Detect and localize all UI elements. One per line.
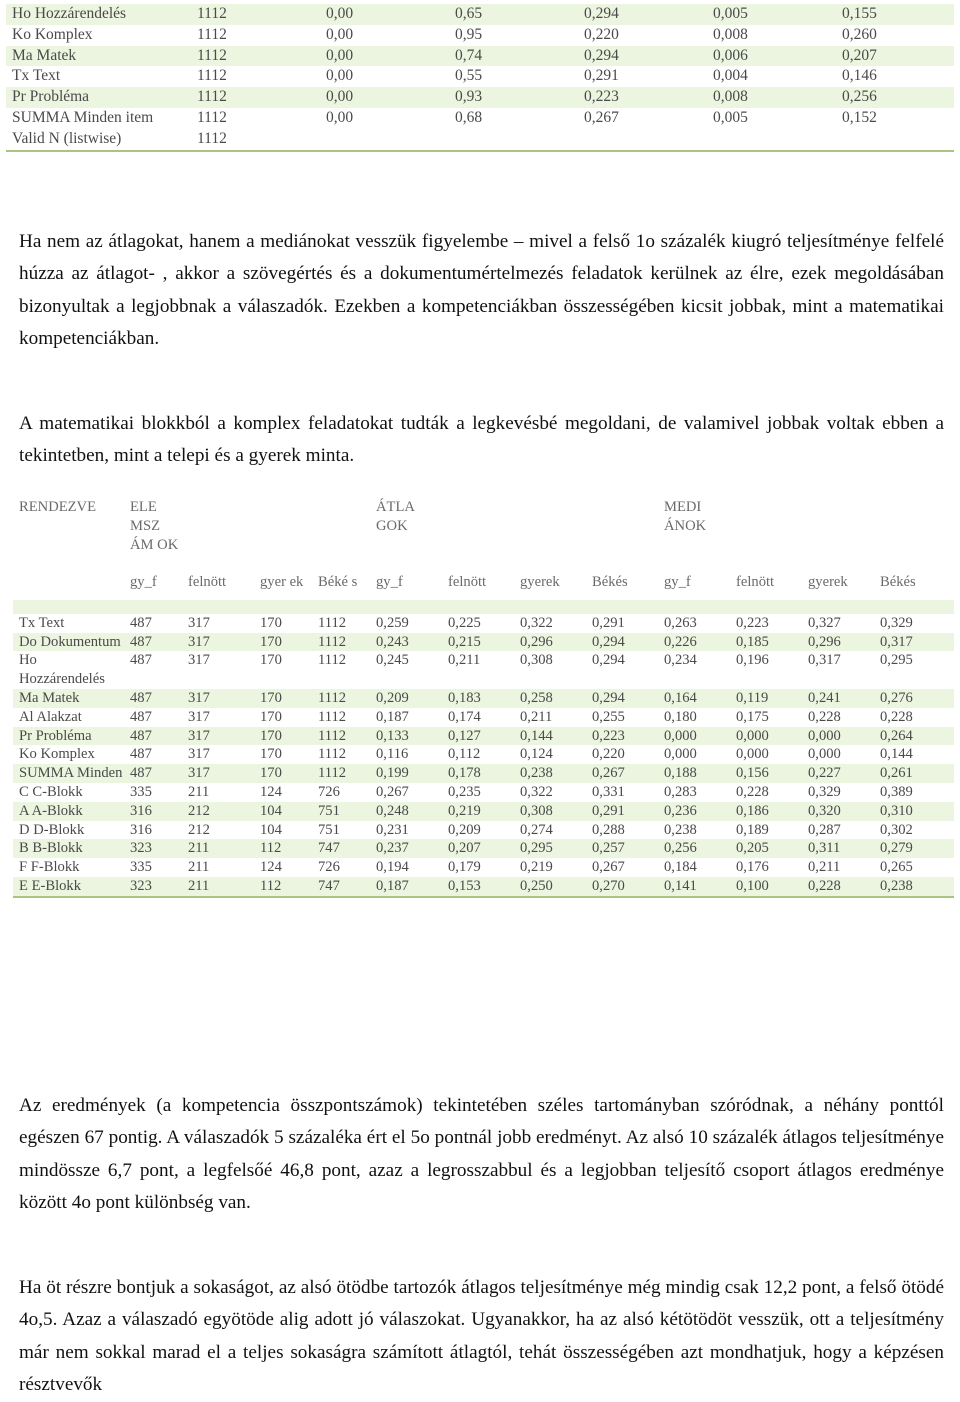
stats-row [6, 46, 954, 67]
cell-value: 0,225 [442, 614, 514, 633]
cell-value: 0,258 [514, 689, 586, 708]
result-row [13, 745, 954, 764]
cell-value: 0,127 [442, 727, 514, 746]
cell-value: 0,146 [830, 66, 954, 87]
cell-value [314, 129, 443, 151]
row-label: Do Dokumentum [13, 633, 124, 652]
cell-value: 0,185 [730, 633, 802, 652]
cell-value: 1112 [185, 25, 314, 46]
cell-value: 0,74 [443, 46, 572, 67]
cell-value: 0,141 [658, 877, 730, 897]
cell-value: 0,238 [874, 877, 954, 897]
cell-value: 0,279 [874, 839, 954, 858]
cell-value: 170 [254, 708, 312, 727]
cell-value: 0,000 [658, 727, 730, 746]
cell-value: 0,00 [314, 4, 443, 25]
result-row [13, 839, 954, 858]
cell-value: 0,186 [730, 802, 802, 821]
cell-value: 0,184 [658, 858, 730, 877]
cell-value: 0,211 [442, 651, 514, 689]
cell-value: 317 [182, 764, 254, 783]
cell-value: 0,215 [442, 633, 514, 652]
cell-value: 0,008 [701, 25, 830, 46]
cell-value: 212 [182, 821, 254, 840]
cell-value: 0,294 [586, 633, 658, 652]
cell-value: 0,179 [442, 858, 514, 877]
sub-header-cell: felnött [182, 573, 254, 600]
cell-value: 0,228 [874, 708, 954, 727]
cell-value: 0,156 [730, 764, 802, 783]
sub-header-row [13, 573, 954, 600]
row-label: Pr Probléma [6, 87, 185, 108]
cell-value: 0,112 [442, 745, 514, 764]
cell-value: 487 [124, 764, 182, 783]
sub-header-cell: felnött [442, 573, 514, 600]
row-label: Ko Komplex [6, 25, 185, 46]
sub-header-cell: Békés [874, 573, 954, 600]
sub-header-cell: gy_f [370, 573, 442, 600]
cell-value: 0,267 [586, 764, 658, 783]
cell-value: 0,178 [442, 764, 514, 783]
cell-value: 170 [254, 633, 312, 652]
cell-value: 0,331 [586, 783, 658, 802]
cell-value [830, 129, 954, 151]
cell-value: 0,000 [730, 745, 802, 764]
cell-value: 0,000 [730, 727, 802, 746]
cell-value: 0,238 [514, 764, 586, 783]
group-header-row [13, 492, 954, 573]
header-rendezve: RENDEZVE [13, 492, 124, 573]
cell-value: 0,004 [701, 66, 830, 87]
cell-value: 335 [124, 783, 182, 802]
cell-value: 0,237 [370, 839, 442, 858]
cell-value: 170 [254, 689, 312, 708]
cell-value: 0,257 [586, 839, 658, 858]
row-label: Ko Komplex [13, 745, 124, 764]
cell-value: 0,211 [514, 708, 586, 727]
stats-row [6, 66, 954, 87]
cell-value: 1112 [312, 727, 370, 746]
row-label: Ma Matek [6, 46, 185, 67]
cell-value: 0,55 [443, 66, 572, 87]
cell-value: 0,243 [370, 633, 442, 652]
cell-value: 0,00 [314, 25, 443, 46]
sub-header-cell: gyerek [802, 573, 874, 600]
cell-value: 0,238 [658, 821, 730, 840]
stats-row [6, 129, 954, 151]
cell-value: 0,295 [874, 651, 954, 689]
cell-value: 0,261 [874, 764, 954, 783]
cell-value: 0,219 [514, 858, 586, 877]
cell-value: 0,65 [443, 4, 572, 25]
cell-value: 0,228 [802, 877, 874, 897]
cell-value: 0,291 [586, 802, 658, 821]
row-label: Tx Text [13, 614, 124, 633]
cell-value: 323 [124, 877, 182, 897]
cell-value: 335 [124, 858, 182, 877]
header-atlagok: ÁTLA GOK [370, 492, 442, 573]
cell-value: 0,00 [314, 108, 443, 129]
cell-value: 487 [124, 614, 182, 633]
cell-value: 1112 [185, 108, 314, 129]
cell-value: 0,228 [802, 708, 874, 727]
result-row [13, 651, 954, 689]
cell-value: 0,188 [658, 764, 730, 783]
cell-value: 0,119 [730, 689, 802, 708]
cell-value: 1112 [312, 764, 370, 783]
header-medianok: MEDI ÁNOK [658, 492, 730, 573]
cell-value: 0,183 [442, 689, 514, 708]
cell-value: 0,291 [586, 614, 658, 633]
cell-value: 1112 [185, 129, 314, 151]
cell-value: 0,234 [658, 651, 730, 689]
cell-value: 1112 [185, 46, 314, 67]
cell-value: 747 [312, 877, 370, 897]
cell-value: 0,317 [802, 651, 874, 689]
cell-value: 1112 [312, 745, 370, 764]
cell-value: 0,291 [572, 66, 701, 87]
cell-value: 0,288 [586, 821, 658, 840]
cell-value: 0,270 [586, 877, 658, 897]
cell-value: 0,155 [830, 4, 954, 25]
cell-value: 323 [124, 839, 182, 858]
row-label: D D-Blokk [13, 821, 124, 840]
cell-value: 104 [254, 821, 312, 840]
sub-header-cell: gy_f [124, 573, 182, 600]
cell-value: 170 [254, 764, 312, 783]
cell-value: 0,302 [874, 821, 954, 840]
cell-value: 317 [182, 633, 254, 652]
cell-value: 317 [182, 651, 254, 689]
stats-row [6, 4, 954, 25]
cell-value: 0,223 [730, 614, 802, 633]
cell-value: 747 [312, 839, 370, 858]
paragraph-results-range: Az eredmények (a kompetencia összpontszámok) tekintetében széles tartományban szóródnak, a néhány ponttól egészen 67 pontig. A válaszadók 5 százaléka ért el 5o pontnál jobb eredményt. Az alsó 10 százalék átlagos teljesítménye mindössze 6,7 pont, a legfelsőé 46,8 pont, azaz a legrosszabbul és a legjobban teljesítő csoport átlagos eredménye között 4o pont különbség van. [19, 1095, 944, 1214]
cell-value: 0,265 [874, 858, 954, 877]
cell-value: 0,008 [701, 87, 830, 108]
cell-value: 0,311 [802, 839, 874, 858]
cell-value: 0,175 [730, 708, 802, 727]
cell-value: 0,144 [514, 727, 586, 746]
result-row [13, 877, 954, 897]
result-row [13, 858, 954, 877]
cell-value: 0,68 [443, 108, 572, 129]
cell-value: 0,176 [730, 858, 802, 877]
cell-value: 316 [124, 821, 182, 840]
cell-value: 0,256 [658, 839, 730, 858]
cell-value: 0,310 [874, 802, 954, 821]
cell-value: 0,235 [442, 783, 514, 802]
result-row [13, 727, 954, 746]
cell-value: 487 [124, 689, 182, 708]
cell-value: 211 [182, 783, 254, 802]
cell-value: 0,294 [572, 46, 701, 67]
cell-value: 0,294 [586, 651, 658, 689]
sub-header-cell [13, 573, 124, 600]
row-label: Ho Hozzárendelés [6, 4, 185, 25]
cell-value: 0,263 [658, 614, 730, 633]
cell-value: 0,207 [442, 839, 514, 858]
cell-value: 0,000 [802, 727, 874, 746]
cell-value: 0,228 [730, 783, 802, 802]
cell-value: 0,144 [874, 745, 954, 764]
cell-value: 487 [124, 633, 182, 652]
row-label: E E-Blokk [13, 877, 124, 897]
cell-value: 0,389 [874, 783, 954, 802]
cell-value: 211 [182, 839, 254, 858]
cell-value: 0,164 [658, 689, 730, 708]
cell-value: 211 [182, 858, 254, 877]
cell-value: 170 [254, 745, 312, 764]
sub-header-cell: gyerek [514, 573, 586, 600]
paragraph-medians: Ha nem az átlagokat, hanem a mediánokat vesszük figyelembe – mivel a felső 1o százalék kiugró teljesítménye felfelé húzza az átlagot- , akkor a szövegértés és a dokumentumértelmezés feladatok kerülnek az élre, ezek megoldásában bizonyultak a legjobbnak a válaszadók. Ezekben a kompetenciákban összességében kicsit jobbak, mint a matematikai kompetenciákban. [19, 231, 944, 350]
cell-value: 0,211 [802, 858, 874, 877]
cell-value: 0,295 [514, 839, 586, 858]
cell-value: 0,322 [514, 783, 586, 802]
sub-header-cell: Békés [586, 573, 658, 600]
cell-value: 0,250 [514, 877, 586, 897]
cell-value: 0,116 [370, 745, 442, 764]
descriptive-stats-body [6, 4, 954, 151]
cell-value: 0,219 [442, 802, 514, 821]
cell-value: 0,320 [802, 802, 874, 821]
row-label: SUMMA Minden item [6, 108, 185, 129]
stats-row [6, 87, 954, 108]
cell-value: 0,255 [586, 708, 658, 727]
row-label: Tx Text [6, 66, 185, 87]
cell-value: 0,93 [443, 87, 572, 108]
row-label: F F-Blokk [13, 858, 124, 877]
result-row [13, 802, 954, 821]
cell-value: 316 [124, 802, 182, 821]
cell-value [443, 129, 572, 151]
cell-value: 0,189 [730, 821, 802, 840]
sub-header-cell: gy_f [658, 573, 730, 600]
cell-value: 0,308 [514, 651, 586, 689]
cell-value: 124 [254, 783, 312, 802]
paragraph-math-block: A matematikai blokkból a komplex feladatokat tudták a legkevésbé megoldani, de valamivel jobbak voltak ebben a tekintetben, mint a telepi és a gyerek minta. [19, 413, 944, 467]
cell-value: 1112 [312, 689, 370, 708]
cell-value: 0,317 [874, 633, 954, 652]
sub-header-cell: Béké s [312, 573, 370, 600]
cell-value: 1112 [312, 614, 370, 633]
cell-value: 1112 [312, 708, 370, 727]
cell-value: 726 [312, 783, 370, 802]
cell-value: 751 [312, 821, 370, 840]
cell-value: 0,006 [701, 46, 830, 67]
cell-value: 211 [182, 877, 254, 897]
cell-value: 1112 [312, 651, 370, 689]
cell-value: 317 [182, 727, 254, 746]
cell-value: 0,209 [442, 821, 514, 840]
sub-header-cell: felnött [730, 573, 802, 600]
cell-value: 0,174 [442, 708, 514, 727]
cell-value: 0,00 [314, 87, 443, 108]
cell-value: 0,180 [658, 708, 730, 727]
cell-value [572, 129, 701, 151]
row-label: B B-Blokk [13, 839, 124, 858]
cell-value: 0,308 [514, 802, 586, 821]
cell-value: 124 [254, 858, 312, 877]
cell-value: 1112 [185, 66, 314, 87]
cell-value: 0,264 [874, 727, 954, 746]
cell-value: 0,259 [370, 614, 442, 633]
cell-value: 317 [182, 689, 254, 708]
cell-value: 0,223 [572, 87, 701, 108]
cell-value: 0,245 [370, 651, 442, 689]
cell-value: 317 [182, 708, 254, 727]
results-body [13, 614, 954, 897]
row-label: Pr Probléma [13, 727, 124, 746]
cell-value: 112 [254, 839, 312, 858]
cell-value: 751 [312, 802, 370, 821]
paragraph-quintiles: Ha öt részre bontjuk a sokaságot, az alsó ötödbe tartozók átlagos teljesítménye még mindig csak 12,2 pont, a felső ötödé 4o,5. Azaz a válaszadó egyötöde alig adott jó válaszokat. Ugyanakkor, ha az alsó kétötödöt vesszük, ott a teljesítmény már nem sokkal marad el a teljes sokaságra számított átlagtól, tehát összességében azt mondhatjuk, hogy a képzésen résztvevők [19, 1277, 944, 1396]
cell-value: 1112 [312, 633, 370, 652]
cell-value: 0,322 [514, 614, 586, 633]
cell-value: 0,223 [586, 727, 658, 746]
cell-value: 0,294 [586, 689, 658, 708]
descriptive-stats-table [6, 4, 954, 152]
cell-value: 0,220 [572, 25, 701, 46]
row-label: C C-Blokk [13, 783, 124, 802]
cell-value: 0,000 [658, 745, 730, 764]
cell-value: 0,209 [370, 689, 442, 708]
cell-value: 0,248 [370, 802, 442, 821]
cell-value: 0,100 [730, 877, 802, 897]
result-row [13, 821, 954, 840]
cell-value: 0,133 [370, 727, 442, 746]
cell-value: 0,205 [730, 839, 802, 858]
cell-value: 0,124 [514, 745, 586, 764]
cell-value: 170 [254, 614, 312, 633]
row-label: Ho Hozzárendelés [13, 651, 124, 689]
cell-value: 0,153 [442, 877, 514, 897]
cell-value: 0,236 [658, 802, 730, 821]
cell-value: 0,95 [443, 25, 572, 46]
result-row [13, 783, 954, 802]
row-label: Valid N (listwise) [6, 129, 185, 151]
result-row [13, 708, 954, 727]
cell-value: 0,005 [701, 4, 830, 25]
cell-value: 0,287 [802, 821, 874, 840]
cell-value: 0,283 [658, 783, 730, 802]
row-label: Ma Matek [13, 689, 124, 708]
cell-value: 0,152 [830, 108, 954, 129]
cell-value: 0,199 [370, 764, 442, 783]
cell-value: 0,226 [658, 633, 730, 652]
cell-value: 317 [182, 745, 254, 764]
cell-value: 0,327 [802, 614, 874, 633]
sub-header-cell: gyer ek [254, 573, 312, 600]
cell-value: 487 [124, 727, 182, 746]
cell-value: 0,227 [802, 764, 874, 783]
result-row [13, 689, 954, 708]
cell-value: 0,00 [314, 46, 443, 67]
cell-value: 0,005 [701, 108, 830, 129]
cell-value: 487 [124, 708, 182, 727]
stats-row [6, 25, 954, 46]
cell-value: 0,000 [802, 745, 874, 764]
cell-value: 0,220 [586, 745, 658, 764]
cell-value: 0,296 [514, 633, 586, 652]
cell-value: 0,267 [572, 108, 701, 129]
cell-value: 104 [254, 802, 312, 821]
cell-value: 212 [182, 802, 254, 821]
cell-value: 726 [312, 858, 370, 877]
cell-value: 0,267 [370, 783, 442, 802]
header-elemszamok: ELE MSZ ÁM OK [124, 492, 182, 573]
cell-value: 0,329 [874, 614, 954, 633]
cell-value: 0,274 [514, 821, 586, 840]
header-separator [13, 600, 954, 614]
cell-value [701, 129, 830, 151]
cell-value: 0,196 [730, 651, 802, 689]
cell-value: 0,231 [370, 821, 442, 840]
cell-value: 112 [254, 877, 312, 897]
cell-value: 0,256 [830, 87, 954, 108]
cell-value: 170 [254, 651, 312, 689]
cell-value: 0,00 [314, 66, 443, 87]
result-row [13, 764, 954, 783]
cell-value: 0,187 [370, 708, 442, 727]
cell-value: 487 [124, 745, 182, 764]
cell-value: 0,187 [370, 877, 442, 897]
results-by-sample-table [13, 492, 954, 898]
cell-value: 0,207 [830, 46, 954, 67]
cell-value: 0,276 [874, 689, 954, 708]
cell-value: 0,267 [586, 858, 658, 877]
cell-value: 1112 [185, 4, 314, 25]
cell-value: 1112 [185, 87, 314, 108]
cell-value: 0,329 [802, 783, 874, 802]
row-label: Al Alakzat [13, 708, 124, 727]
cell-value: 0,260 [830, 25, 954, 46]
row-label: A A-Blokk [13, 802, 124, 821]
result-row [13, 614, 954, 633]
cell-value: 0,194 [370, 858, 442, 877]
row-label: SUMMA Minden [13, 764, 124, 783]
cell-value: 0,241 [802, 689, 874, 708]
cell-value: 317 [182, 614, 254, 633]
stats-row [6, 108, 954, 129]
cell-value: 0,294 [572, 4, 701, 25]
cell-value: 0,296 [802, 633, 874, 652]
cell-value: 487 [124, 651, 182, 689]
cell-value: 170 [254, 727, 312, 746]
result-row [13, 633, 954, 652]
